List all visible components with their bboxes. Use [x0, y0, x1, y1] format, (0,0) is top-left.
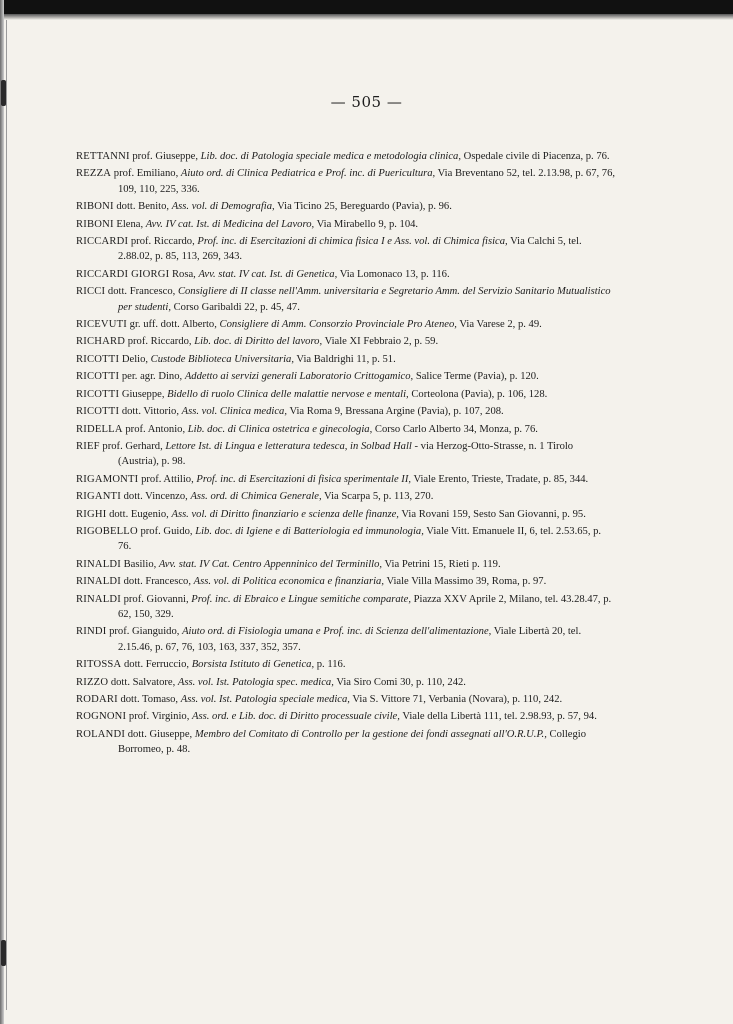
entry-address: Viale Erento, Trieste, Tradate, p. 85, 344.: [411, 473, 589, 485]
entry-name: RIBONI: [76, 218, 114, 230]
entry-name: RIGANTI: [76, 491, 121, 503]
entry-address: Viale XI Febbraio 2, p. 59.: [322, 336, 439, 348]
entry-address: Via S. Vittore 71, Verbania (Novara), p. 110, 242.: [349, 694, 563, 705]
entry-position: Lib. doc. di Patologia speciale medica e metodologia clinica,: [200, 151, 462, 162]
entry-name: RINALDI: [76, 558, 121, 570]
entry-title: prof. Giovanni,: [120, 593, 192, 605]
entry-name: RIZZO: [76, 676, 109, 688]
entry-position: Ass. vol. Clinica medica,: [181, 406, 287, 418]
entry-position: Avv. stat. IV cat. Ist. di Genetica,: [198, 268, 338, 280]
entry-title: prof. Attilio,: [138, 473, 197, 485]
entry-name: RIGAMONTI: [76, 473, 139, 485]
entry-position: Membro del Comitato di Controllo per la gestione dei fondi assegnati all'O.R.U.P.,: [194, 728, 547, 740]
entry-name: RICOTTI: [76, 371, 120, 383]
entry-address: Via Ticino 25, Bereguardo (Pavia), p. 96.: [274, 201, 452, 213]
directory-entry: [76, 592, 616, 623]
entry-title: prof. Virginio,: [126, 711, 193, 723]
entry-address: Via Mirabello 9, p. 104.: [314, 218, 419, 230]
entry-title: dott. Francesco,: [120, 576, 194, 588]
entry-title: Delio,: [119, 353, 151, 365]
entry-address: Via Scarpa 5, p. 113, 270.: [321, 491, 434, 503]
scan-left-edge: [0, 0, 4, 1024]
entry-address: Via Baldrighi 11, p. 51.: [293, 353, 396, 365]
entry-position: Ass. ord. e Lib. doc. di Diritto processuale civile,: [192, 711, 400, 723]
entry-title: dott. Eugenio,: [106, 508, 172, 520]
entry-title: prof. Antonio,: [122, 423, 188, 435]
directory-entry: [76, 692, 616, 707]
directory-entry: [76, 149, 616, 164]
entry-name: RIGOBELLO: [76, 525, 138, 537]
entry-name: RITOSSA: [76, 659, 122, 671]
entry-title: dott. Francesco,: [105, 286, 178, 298]
directory-entry: [76, 489, 616, 504]
entry-address: Salice Terme (Pavia), p. 120.: [413, 371, 539, 383]
directory-entry: [76, 727, 616, 758]
entry-position: Custode Biblioteca Universitaria,: [150, 353, 294, 365]
directory-entry: [76, 574, 616, 589]
entry-address: Via Calchi 5, tel. 2.88.02, p. 85, 113, 269, 343.: [118, 236, 582, 263]
directory-entry: [76, 439, 616, 470]
entry-title: Giuseppe,: [119, 388, 168, 400]
entry-title: Elena,: [113, 218, 146, 230]
entry-position: Ass. vol. di Diritto finanziario e scienza delle finanze,: [171, 508, 399, 520]
entry-name: RETTANNI: [76, 151, 130, 162]
directory-entry: [76, 557, 616, 572]
entry-position: Aiuto ord. di Clinica Pediatrica e Prof. inc. di Puericultura,: [180, 168, 436, 180]
directory-entries: [76, 149, 616, 760]
directory-entry: [76, 387, 616, 402]
entry-address: Via Rovani 159, Sesto San Giovanni, p. 95.: [398, 508, 586, 520]
binding-clip: [1, 940, 6, 966]
entry-title: Rosa,: [169, 268, 199, 280]
directory-entry: [76, 352, 616, 367]
entry-title: per. agr. Dino,: [119, 371, 185, 383]
entry-address: Viale Villa Massimo 39, Roma, p. 97.: [384, 576, 547, 588]
entry-address: Corso Garibaldi 22, p. 45, 47.: [170, 301, 300, 313]
directory-entry: [76, 675, 616, 690]
directory-entry: [76, 217, 616, 232]
entry-position: Aiuto ord. di Fisiologia umana e Prof. inc. di Scienza dell'alimentazione,: [182, 626, 492, 638]
entry-address: Viale Vitt. Emanuele II, 6, tel. 2.53.65, p. 76.: [118, 525, 602, 553]
entry-position: Ass. vol. di Demografia,: [171, 201, 275, 213]
entry-address: Via Siro Comi 30, p. 110, 242.: [333, 676, 466, 688]
directory-entry: [76, 507, 616, 522]
entry-title: prof. Giuseppe,: [129, 151, 201, 162]
entry-title: prof. Guido,: [137, 525, 196, 537]
directory-entry: [76, 472, 616, 487]
entry-position: Prof. inc. di Esercitazioni di chimica fisica I e Ass. vol. di Chimica fisica,: [197, 236, 508, 248]
entry-position: Avv. stat. IV Cat. Centro Appenninico del Terminillo,: [158, 558, 383, 570]
entry-name: RICCARDI: [76, 236, 129, 248]
directory-entry: [76, 624, 616, 655]
binding-line: [6, 20, 7, 1010]
entry-address: Corso Carlo Alberto 34, Monza, p. 76.: [372, 423, 538, 435]
directory-entry: [76, 267, 616, 282]
entry-name: RICOTTI: [76, 388, 120, 400]
entry-name: RIGHI: [76, 508, 107, 520]
entry-name: RIBONI: [76, 201, 114, 213]
entry-name: RICCARDI GIORGI: [76, 268, 170, 280]
entry-name: RINDI: [76, 626, 107, 638]
directory-entry: [76, 404, 616, 419]
entry-position: Consigliere di Amm. Consorzio Provinciale Pro Ateneo,: [219, 319, 457, 331]
entry-title: dott. Vittorio,: [119, 406, 182, 418]
entry-address: Viale Libertà 20, tel. 2.15.46, p. 67, 76, 103, 163, 337, 352, 357.: [118, 626, 582, 653]
entry-name: RIDELLA: [76, 423, 123, 435]
entry-address: Via Petrini 15, Rieti p. 119.: [382, 558, 501, 570]
entry-name: RICHARD: [76, 336, 126, 348]
entry-position: Ass. vol. Ist. Patologia speciale medica,: [180, 694, 350, 705]
directory-entry: [76, 422, 616, 437]
directory-entry: [76, 234, 616, 265]
entry-position: Lib. doc. di Diritto del lavoro,: [194, 336, 323, 348]
entry-name: ROGNONI: [76, 711, 127, 723]
entry-address: Collegio Borromeo, p. 48.: [118, 728, 586, 756]
entry-name: RINALDI: [76, 576, 121, 588]
scan-top-shadow: [0, 14, 733, 20]
directory-entry: [76, 369, 616, 384]
entry-position: Consigliere di II classe nell'Amm. universitaria e Segretario Amm. del Servizio Sanitario Mutualistico per studenti,: [118, 286, 611, 313]
directory-entry: [76, 657, 616, 672]
entry-name: RIEF: [76, 440, 100, 452]
entry-position: Avv. IV cat. Ist. di Medicina del Lavoro,: [145, 218, 315, 230]
entry-address: Via Lomonaco 13, p. 116.: [337, 268, 450, 280]
directory-entry: [76, 334, 616, 349]
directory-entry: [76, 166, 616, 197]
entry-position: Ass. ord. di Chimica Generale,: [190, 491, 322, 503]
entry-title: dott. Ferruccio,: [121, 659, 192, 671]
entry-name: RICOTTI: [76, 406, 120, 418]
entry-position: Prof. inc. di Esercitazioni di fisica sperimentale II,: [196, 473, 411, 485]
entry-address: Via Varese 2, p. 49.: [456, 319, 542, 331]
scan-top-border: [0, 0, 733, 14]
entry-position: Bidello di ruolo Clinica delle malattie nervose e mentali,: [167, 388, 409, 400]
entry-title: prof. Riccardo,: [125, 336, 195, 348]
entry-title: dott. Tomaso,: [117, 694, 181, 705]
entry-title: prof. Gianguido,: [106, 626, 183, 638]
directory-entry: [76, 709, 616, 724]
entry-name: RICCI: [76, 286, 106, 298]
entry-name: RODARI: [76, 694, 118, 705]
entry-name: ROLANDI: [76, 728, 126, 740]
entry-name: RICEVUTI: [76, 319, 128, 331]
entry-address: Ospedale civile di Piacenza, p. 76.: [461, 151, 610, 162]
entry-position: Prof. inc. di Ebraico e Lingue semitiche comparate,: [191, 593, 411, 605]
entry-position: Addetto ai servizi generali Laboratorio Crittogamico,: [184, 371, 414, 383]
entry-title: dott. Giuseppe,: [125, 728, 195, 740]
entry-position: Lettore Ist. di Lingua e letteratura tedesca, in Solbad Hall: [165, 440, 412, 452]
entry-title: gr. uff. dott. Alberto,: [127, 319, 220, 331]
entry-title: prof. Riccardo,: [128, 236, 198, 248]
directory-entry: [76, 199, 616, 214]
entry-address: p. 116.: [314, 659, 346, 671]
entry-title: dott. Benito,: [113, 201, 172, 213]
entry-position: Lib. doc. di Igiene e di Batteriologia ed immunologia,: [195, 525, 424, 537]
page-number: — 505 —: [330, 93, 403, 111]
directory-entry: [76, 317, 616, 332]
entry-address: Viale della Libertà 111, tel. 2.98.93, p. 57, 94.: [399, 711, 597, 723]
entry-address: Via Breventano 52, tel. 2.13.98, p. 67, 76, 109, 110, 225, 336.: [118, 168, 616, 195]
entry-title: Basilio,: [120, 558, 159, 570]
entry-address: - via Herzog-Otto-Strasse, n. 1 Tirolo (Austria), p. 98.: [118, 440, 574, 468]
entry-position: Borsista Istituto di Genetica,: [191, 659, 315, 671]
entry-position: Ass. vol. di Politica economica e finanziaria,: [193, 576, 384, 588]
entry-address: Via Roma 9, Bressana Argine (Pavia), p. 107, 208.: [286, 406, 504, 418]
entry-name: RICOTTI: [76, 353, 120, 365]
entry-name: REZZA: [76, 168, 112, 180]
directory-entry: [76, 284, 616, 315]
entry-address: Corteolona (Pavia), p. 106, 128.: [408, 388, 548, 400]
directory-entry: [76, 524, 616, 555]
entry-position: Lib. doc. di Clinica ostetrica e ginecologia,: [187, 423, 373, 435]
entry-name: RINALDI: [76, 593, 121, 605]
entry-title: prof. Gerhard,: [99, 440, 166, 452]
entry-address: Piazza XXV Aprile 2, Milano, tel. 43.28.47, p. 62, 150, 329.: [118, 593, 612, 620]
entry-title: dott. Salvatore,: [108, 676, 178, 688]
entry-title: prof. Emiliano,: [111, 168, 181, 180]
entry-position: Ass. vol. Ist. Patologia spec. medica,: [177, 676, 334, 688]
entry-title: dott. Vincenzo,: [120, 491, 191, 503]
